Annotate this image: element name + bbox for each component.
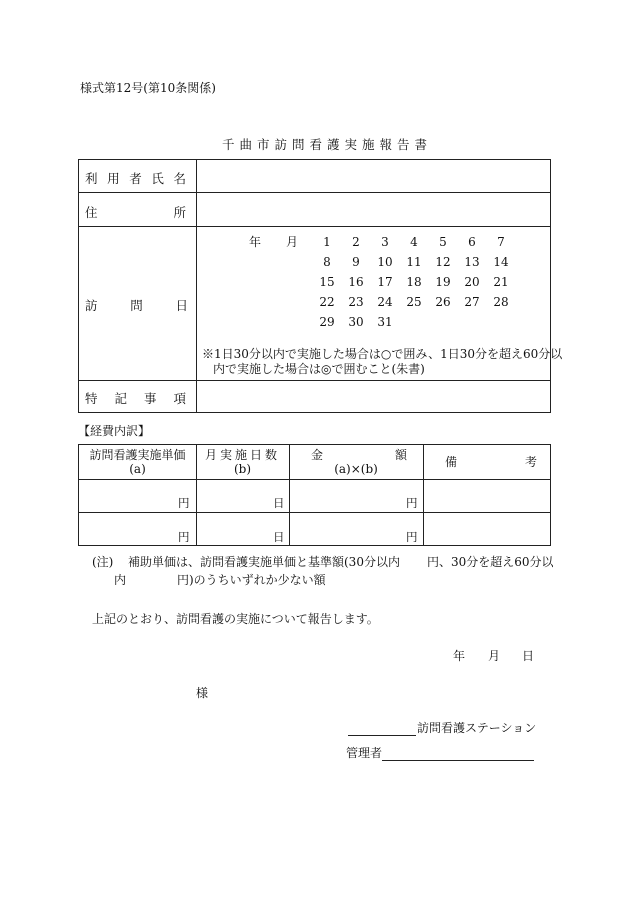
label-user-name: 利 用 者 氏 名 (85, 171, 186, 186)
day-cell[interactable]: 21 (493, 275, 509, 289)
day-cell[interactable]: 7 (497, 235, 505, 249)
address-field[interactable] (197, 193, 550, 226)
day-cell[interactable]: 13 (464, 255, 480, 269)
day-cell[interactable]: 19 (435, 275, 451, 289)
note-label: (注) (92, 555, 114, 569)
visit-month-label: 月 (286, 235, 299, 249)
note-line2-prefix: 内 (114, 573, 127, 587)
report-statement: 上記のとおり、訪問看護の実施について報告します。 (92, 612, 379, 626)
unit-yen: 円 (406, 530, 418, 544)
header-remarks-b: 考 (525, 455, 538, 469)
header-unit-price-symbol: (a) (129, 462, 146, 476)
day-cell[interactable]: 3 (381, 235, 389, 249)
day-cell[interactable]: 11 (406, 255, 422, 269)
header-amount-b: 額 (395, 448, 408, 462)
day-cell[interactable]: 12 (435, 255, 451, 269)
info-table (78, 159, 563, 413)
manager-name-line[interactable] (382, 760, 534, 761)
header-days: 月実施日数 (204, 448, 280, 462)
day-cell[interactable]: 14 (493, 255, 509, 269)
day-cell[interactable]: 31 (377, 315, 393, 329)
expense-heading: 【経費内訳】 (78, 424, 151, 438)
unit-yen: 円 (406, 496, 418, 510)
day-cell[interactable]: 29 (319, 315, 335, 329)
day-cell[interactable]: 9 (352, 255, 360, 269)
day-cell[interactable]: 2 (352, 235, 360, 249)
day-cell[interactable]: 22 (319, 295, 335, 309)
station-label: 訪問看護ステーション (417, 721, 537, 735)
user-name-field[interactable] (197, 160, 550, 192)
day-cell[interactable]: 20 (464, 275, 480, 289)
note-line1-continued: 円、30分を超え60分以 (427, 555, 554, 569)
label-visit-date: 訪 問 日 (85, 298, 188, 313)
day-cell[interactable]: 4 (410, 235, 418, 249)
notes-field[interactable] (197, 381, 550, 412)
document-title: 千曲市訪問看護実施報告書 (222, 137, 433, 152)
unit-yen: 円 (178, 496, 190, 510)
unit-day: 日 (273, 530, 285, 544)
station-name-line[interactable] (348, 735, 416, 736)
label-notes: 特 記 事 項 (85, 391, 186, 406)
note-line2: 円)のうちいずれか少ない額 (177, 573, 326, 587)
expense-table (78, 444, 551, 546)
unit-day: 日 (273, 496, 285, 510)
day-cell[interactable]: 18 (406, 275, 422, 289)
header-remarks-a: 備 (445, 455, 458, 469)
date-day-label: 日 (522, 649, 535, 663)
day-cell[interactable]: 23 (348, 295, 364, 309)
date-month-label: 月 (488, 649, 501, 663)
day-cell[interactable]: 26 (435, 295, 451, 309)
label-address: 住 所 (85, 205, 186, 220)
header-days-symbol: (b) (233, 462, 252, 476)
day-cell[interactable]: 25 (406, 295, 422, 309)
day-cell[interactable]: 6 (468, 235, 476, 249)
day-cell[interactable]: 15 (319, 275, 335, 289)
form-number: 様式第12号(第10条関係) (80, 81, 216, 95)
day-cell[interactable]: 28 (493, 295, 509, 309)
header-unit-price: 訪問看護実施単価 (89, 448, 186, 462)
day-cell[interactable]: 24 (377, 295, 393, 309)
addressee-suffix: 様 (196, 686, 209, 700)
day-cell[interactable]: 17 (377, 275, 393, 289)
unit-yen: 円 (178, 530, 190, 544)
header-amount-a: 金 (311, 448, 324, 462)
visit-date-note-line2: 内で実施した場合は◎で囲むこと(朱書) (213, 362, 425, 376)
note-line1: 補助単価は、訪問看護実施単価と基準額(30分以内 (128, 555, 400, 569)
visit-date-note-line1: ※1日30分以内で実施した場合は○で囲み、1日30分を超え60分以 (202, 347, 563, 361)
manager-label: 管理者 (346, 746, 383, 760)
day-cell[interactable]: 8 (323, 255, 331, 269)
day-cell[interactable]: 30 (348, 315, 364, 329)
day-cell[interactable]: 27 (464, 295, 480, 309)
header-amount-formula: (a)×(b) (334, 462, 378, 476)
day-cell[interactable]: 16 (348, 275, 364, 289)
date-year-label: 年 (453, 649, 466, 663)
day-cell[interactable]: 5 (439, 235, 447, 249)
day-cell[interactable]: 1 (323, 235, 331, 249)
day-cell[interactable]: 10 (377, 255, 393, 269)
visit-year-label: 年 (249, 235, 262, 249)
